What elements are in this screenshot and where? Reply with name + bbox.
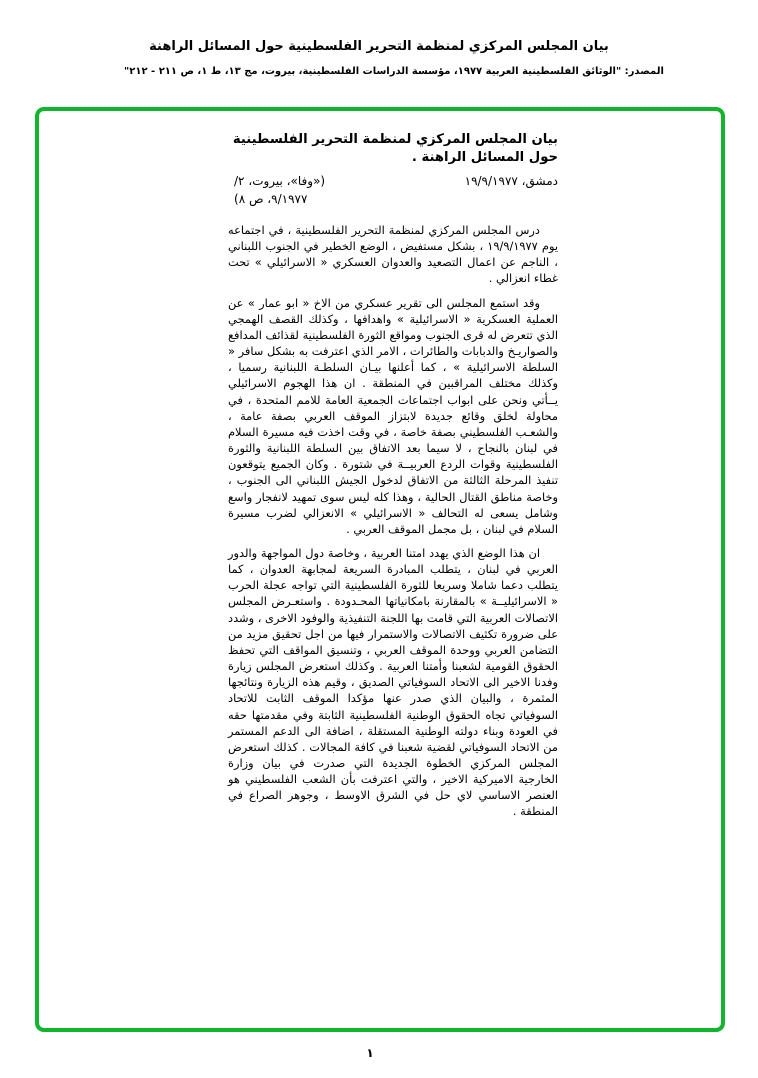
article-paragraph: وقد استمع المجلس الى تقرير عسكري من الاخ « ابو عمار » عن العملية العسكرية « الاسرائيلية » واهدافها ، وكذلك القصف الهمجي الذي تتعرض له قرى الجنوب ومواقع الثورة الفلسطينية لقذائف المدافع والصواريـخ والدبابات والطائرات ، الامر الذي اعترفت به بشكل سافر « السلطة الاسرائيلية » ، كما أعلنها بيـان السلطـة اللبنانية رسميا ، وكذلك مختلف المراقبين في المنطقة . ان هذا الهجوم الاسرائيلي يــأتي ونحن على ابواب اجتماعات الجمعية العامة للامم المتحدة ، في محاولة لخلق وقائع جديدة لابتزاز الموقف العربي بصفة عامة ، والشعـب الفلسطيني بصفة خاصة ، في وقت اخذت فيه مسيرة السلام في لبنان بالنجاح ، لا سيما بعد الاتفاق بين السلطة اللبنانية والثورة الفلسطينية وقوات الردع العربيــة في شتورة . وكان الجميع يتوقعون تنفيذ المرحلة الثالثة من الاتفاق لدخول الجيش اللبناني الى الجنوب ، وخاصة مناطق القتال الحالية ، وهذا كله ليس سوى تمهيد لانفجار واسع وشامل يسعى له التحالف « الاسرائيلي » الانعزالي لضرب مسيرة السلام في لبنان ، بل مجمل الموقف العربي . xyxy=(228,295,558,536)
article-attribution: («وفا»، بيروت، ٢/ ٩/١٩٧٧، ص ٨) xyxy=(234,174,326,206)
article-dateline-row xyxy=(228,172,558,208)
article-dateline: دمشق، ١٩/٩/١٩٧٧ xyxy=(464,174,558,188)
document-source-citation: المصدر: "الوثائق الفلسطينية العربية ١٩٧٧، مؤسسة الدراسات الفلسطينية، بيروت، مج ١٣، ط ١، ص ٢١١ - ٢١٢" xyxy=(124,66,664,77)
document-title: بيان المجلس المركزي لمنظمة التحرير الفلسطينية حول المسائل الراهنة xyxy=(149,39,609,54)
article-title: بيان المجلس المركزي لمنظمة التحرير الفلسطينية حول المسائل الراهنة . xyxy=(232,132,558,165)
scanned-article xyxy=(228,131,558,828)
article-paragraph: درس المجلس المركزي لمنظمة التحرير الفلسطينية ، في اجتماعه يوم ١٩/٩/١٩٧٧ ، بشكل مستفيض ، الوضع الخطير في الجنوب اللبناني ، الناجم عن اعمال التصعيد والعدوان العسكري « الاسرائيلي » تحت غطاء انعزالي . xyxy=(228,223,558,286)
page-header xyxy=(0,38,758,79)
page-number: ١ xyxy=(366,1046,374,1060)
article-paragraph: ان هذا الوضع الذي يهدد امتنا العربية ، وخاصة دول المواجهة والدور العربي في لبنان ، يتطلب المبادرة السريعة لمجابهة العدوان ، كما يتطلب دعما شاملا وسريعا للثورة الفلسطينية التي تواجه عجلة الحرب « الاسرائيليــة » بالمقارنة بامكانياتها المحـدودة . واستعـرض المجلس الاتصالات العربية التي قامت بها اللجنة التنفيذية والوفود الاخرى ، وشدد على ضرورة تكثيف الاتصالات والاستمرار فيها من اجل تحقيق مزيد من التضامن العربي ووحدة الموقف العربي ، وتنسيق المواقف التي تحفظ الحقوق القومية لشعبنا وأمتنا العربية . وكذلك استعرض المجلس زيارة وفدنا الاخير الى الاتحاد السوفياتي الصديق ، وقيم هذه الزيارة ونتائجها المثمرة ، والبيان الذي صدر عنها مؤكدا الموقف الثابت للاتحاد السوفياتي تجاه الحقوق الوطنية الفلسطينية الثابتة وفي مقدمتها حقه في العودة وبناء دولته الوطنية المستقلة ، اضافة الى الدعم المستمر من الاتحاد السوفياتي لقضية شعبنا في كافة المجالات . كذلك استعرض المجلس المركزي الخطوة الجديدة التي صدرت في بيان وزارة الخارجية الاميركية الاخير ، والتي اعترفت بأن الشعب الفلسطيني هو العنصر الاساسي لاي حل في الشرق الاوسط ، وجوهر الصراع في المنطقة . xyxy=(228,545,558,819)
